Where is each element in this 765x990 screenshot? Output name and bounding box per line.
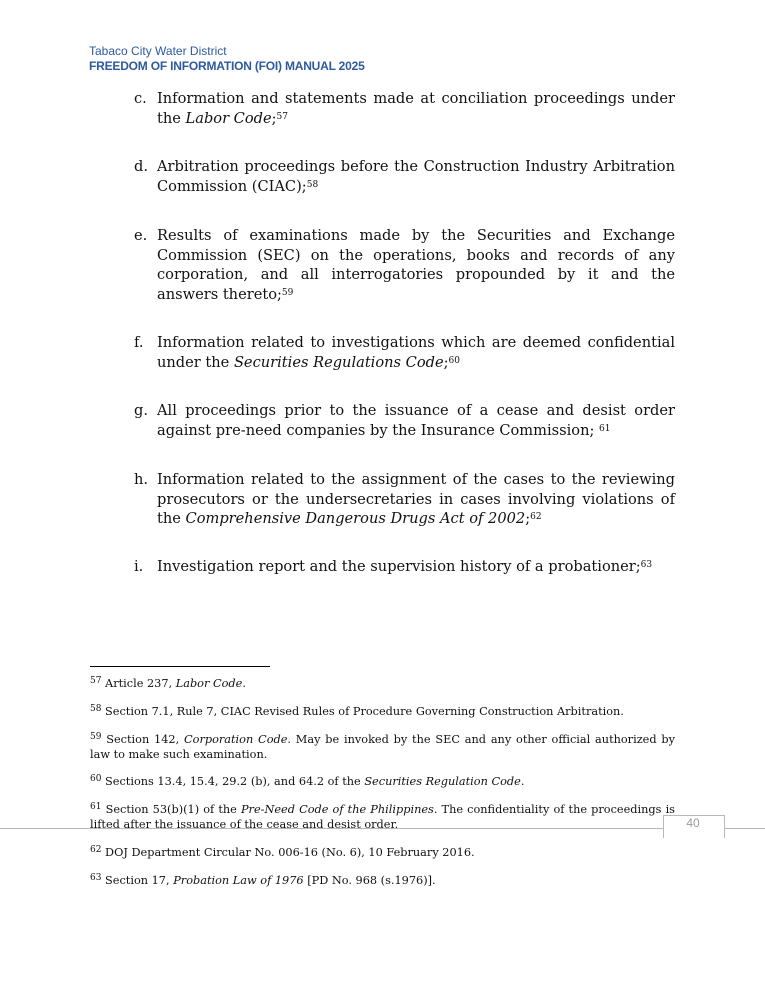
list-item-e [134,226,675,304]
list-item-c [134,89,675,128]
running-header [89,44,365,74]
list-item-text: Information and statements made at conciliation proceedings under the Labor Code;$^{57}$ [157,90,675,127]
list-item-h [134,470,675,529]
list-marker: h. [134,471,149,488]
header-organization: Tabaco City Water District [89,44,227,58]
footnote-60: $^{60}$ Sections 13.4, 15.4, 29.2 (b), and 64.2 of the Securities Regulation Code. [90,774,525,788]
footnote-62: $^{62}$ DOJ Department Circular No. 006-16 (No. 6), 10 February 2016. [90,845,475,859]
list-marker: e. [134,227,148,244]
list-item-text: Investigation report and the supervision history of a probationer;$^{63}$ [157,558,653,575]
list-marker: f. [134,334,144,351]
page-number: 40 [686,816,700,830]
list-item-i [134,557,675,577]
list-item-g [134,401,675,440]
list-marker: g. [134,402,148,419]
footnote-ref: 57 [276,111,288,122]
footnote-61: $^{61}$ Section 53(b)(1) of the Pre-Need Code of the Philippines. The confidentiality of the proceedings is lifted after the issuance of the cease and desist order. [90,802,675,831]
footnote-ref: 59 [281,287,294,298]
list-item-text: Information related to the assignment of the cases to the reviewing prosecutors or the undersecretaries in cases involving violations of the Comprehensive Dangerous Drugs Act of 2002;$^{62}$ [157,471,675,527]
footnote-58: $^{58}$ Section 7.1, Rule 7, CIAC Revised Rules of Procedure Governing Construction Arbitration. [90,704,624,718]
list-item-text: Arbitration proceedings before the Construction Industry Arbitration Commission (CIAC);$^{58}$ [157,158,675,195]
list-item-text: Results of examinations made by the Securities and Exchange Commission (SEC) on the operations, books and records of any corporation, and all interrogatories propounded by it and the answers thereto;$^{59}$ [157,227,675,303]
footnote-57: $^{57}$ Article 237, Labor Code. [90,676,246,690]
footnote-ref: 61 [599,423,611,434]
list-marker: c. [134,90,147,107]
list-item-text: All proceedings prior to the issuance of a cease and desist order against pre-need companies by the Insurance Commission; $^{61}$ [157,402,675,439]
footnote-ref: 62 [530,512,542,522]
footnote-59: $^{59}$ Section 142, Corporation Code. May be invoked by the SEC and any other official authorized by law to make such examination. [90,732,675,761]
footnote-ref: 60 [448,355,460,366]
list-marker: d. [134,158,148,175]
list-item-text: Information related to investigations which are deemed confidential under the Securities Regulations Code;$^{60}$ [157,334,675,371]
footnote-ref: 63 [640,560,653,570]
footnote-separator [90,666,270,667]
list-item-f [134,333,675,372]
header-manual-title: FREEDOM OF INFORMATION (FOI) MANUAL 2025 [89,59,365,73]
list-marker: i. [134,558,144,575]
footnote-63: $^{63}$ Section 17, Probation Law of 1976 [PD No. 968 (s.1976)]. [90,873,436,887]
footnote-ref: 58 [306,179,319,190]
list-item-d [134,157,675,196]
